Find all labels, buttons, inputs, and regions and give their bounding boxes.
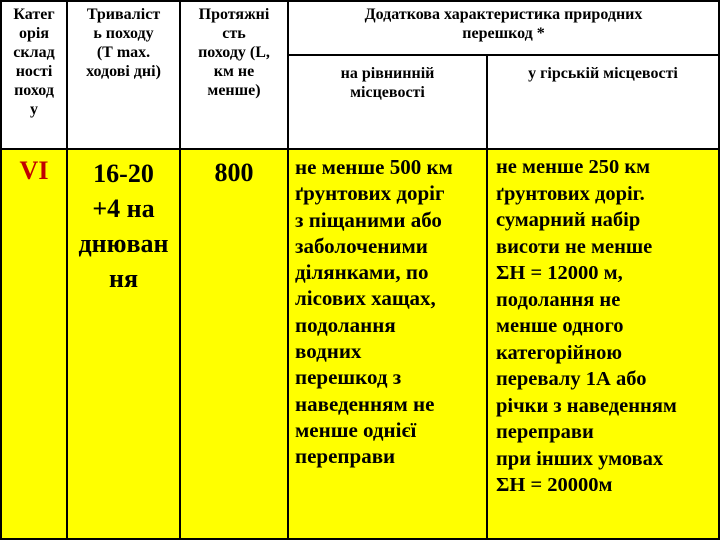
header-duration: Триваліст ь походу (Т max. ходові дні) xyxy=(68,2,179,148)
row-plain-terrain: не менше 500 км ґрунтових доріг з піщаними або заболоченими ділянками, по лісових хащах, подолання водних перешкод з наведенням не менше однієї переправи xyxy=(289,150,486,538)
header-extra-characteristic: Додаткова характеристика природних перешкод * xyxy=(289,2,718,54)
header-plain-terrain: на рівнинній місцевості xyxy=(289,56,486,148)
row-mountain-terrain: не менше 250 км ґрунтових доріг. сумарний набір висоти не менше ΣН = 12000 м, подолання не менше одного категорійною перевалу 1А або річки з наведенням переправи при інших умовах ΣН = 20000м xyxy=(488,150,718,538)
row-category: VI xyxy=(2,150,66,538)
row-length: 800 xyxy=(181,150,287,538)
header-category: Катег орія склад ності поход у xyxy=(2,2,66,148)
row-duration: 16-20 +4 на днюван ня xyxy=(68,150,179,538)
header-length: Протяжні сть походу (L, км не менше) xyxy=(181,2,287,148)
header-mountain-terrain: у гірській місцевості xyxy=(488,56,718,148)
